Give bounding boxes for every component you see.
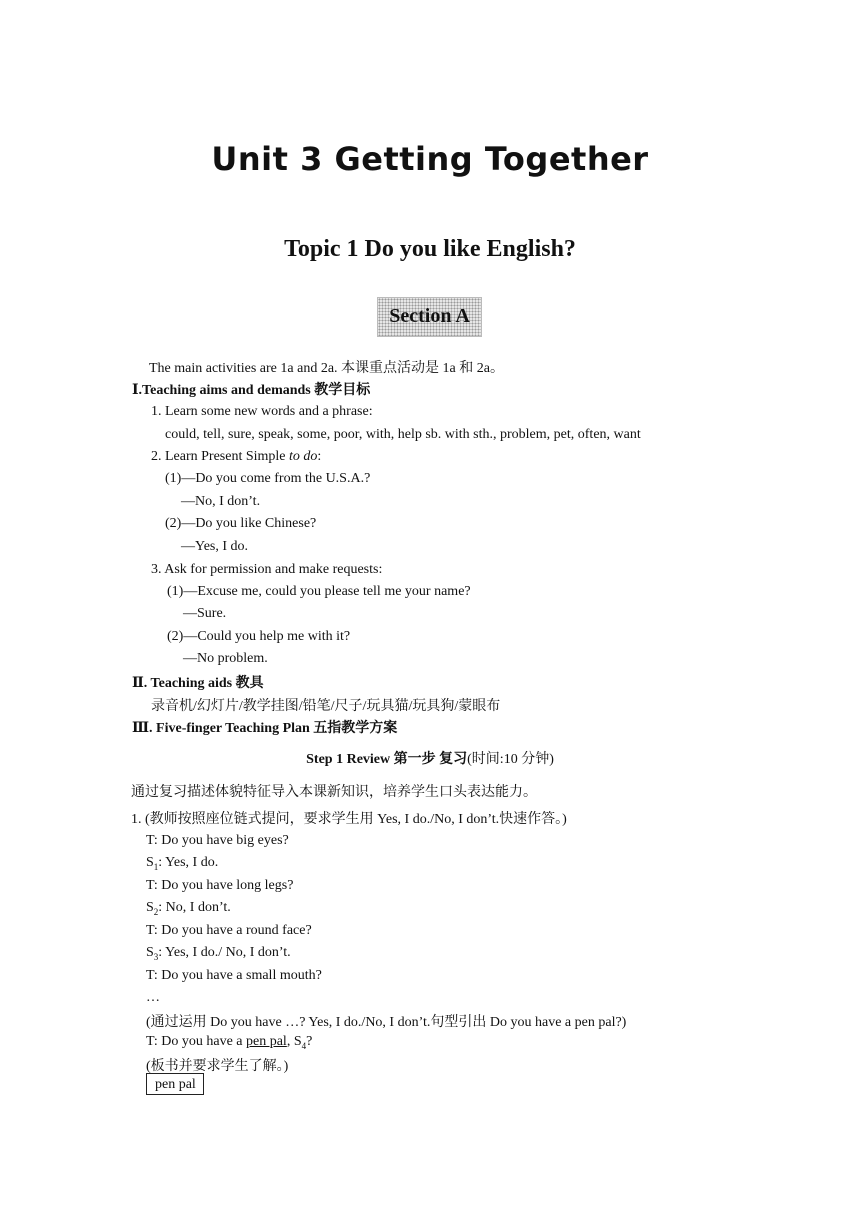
- review-note: (通过运用 Do you have …? Yes, I do./No, I don’t.句型引出 Do you have a pen pal?): [146, 1015, 627, 1030]
- dialog-teacher-2: T: Do you have long legs?: [146, 878, 294, 893]
- step-1-heading: Step 1 Review 第一步 复习(时间:10 分钟): [306, 752, 554, 767]
- example-q1: (1)—Do you come from the U.S.A.?: [165, 471, 371, 486]
- review-instruction: 1. (教师按照座位链式提问，要求学生用 Yes, I do./No, I don’t.快速作答。): [131, 812, 567, 827]
- example-q2: (2)—Do you like Chinese?: [165, 516, 317, 531]
- example-a3: —Sure.: [183, 606, 227, 621]
- example-a1: —No, I don’t.: [181, 494, 261, 509]
- dialog-teacher-1: T: Do you have big eyes?: [146, 833, 289, 848]
- aim-item-1: 1. Learn some new words and a phrase:: [151, 404, 373, 419]
- aim-word-list: could, tell, sure, speak, some, poor, with, help sb. with sth., problem, pet, often, want: [165, 427, 641, 442]
- example-q3: (1)—Excuse me, could you please tell me your name?: [167, 584, 471, 599]
- intro-text: The main activities are 1a and 2a. 本课重点活动是 1a 和 2a。: [149, 361, 504, 376]
- heading-teaching-aims: Ⅰ.Teaching aims and demands 教学目标: [132, 383, 371, 398]
- aim-item-2: 2. Learn Present Simple to do:: [151, 449, 322, 464]
- example-a2: —Yes, I do.: [181, 539, 249, 554]
- dialog-teacher-4: T: Do you have a small mouth?: [146, 968, 322, 983]
- aids-list: 录音机/幻灯片/教学挂图/铅笔/尺子/玩具猫/玩具狗/蒙眼布: [151, 699, 501, 714]
- example-a4: —No problem.: [183, 651, 268, 666]
- section-title: Section A: [389, 305, 470, 327]
- topic-title: Topic 1 Do you like English?: [284, 236, 576, 262]
- dialog-student-2: $S_2$: No, I don’t.: [146, 900, 231, 917]
- heading-teaching-aids: Ⅱ. Teaching aids 教具: [132, 676, 264, 691]
- board-word: pen pal: [155, 1077, 196, 1092]
- unit-title: Unit 3 Getting Together: [211, 140, 649, 178]
- dialog-teacher-3: T: Do you have a round face?: [146, 923, 312, 938]
- dialog-teacher-5: T: Do you have a pen pal, $S_4$?: [146, 1034, 313, 1051]
- dialog-ellipsis: …: [146, 990, 160, 1005]
- dialog-student-1: $S_1$: Yes, I do.: [146, 855, 219, 872]
- dialog-student-3: $S_3$: Yes, I do./ No, I don’t.: [146, 945, 291, 962]
- example-q4: (2)—Could you help me with it?: [167, 629, 351, 644]
- heading-teaching-plan: Ⅲ. Five-finger Teaching Plan 五指教学方案: [132, 721, 398, 736]
- aim-item-3: 3. Ask for permission and make requests:: [151, 562, 383, 577]
- review-intro: 通过复习描述体貌特征导入本课新知识，培养学生口头表达能力。: [131, 785, 537, 800]
- board-note: (板书并要求学生了解。): [146, 1059, 289, 1074]
- board-word-box: [146, 1073, 204, 1095]
